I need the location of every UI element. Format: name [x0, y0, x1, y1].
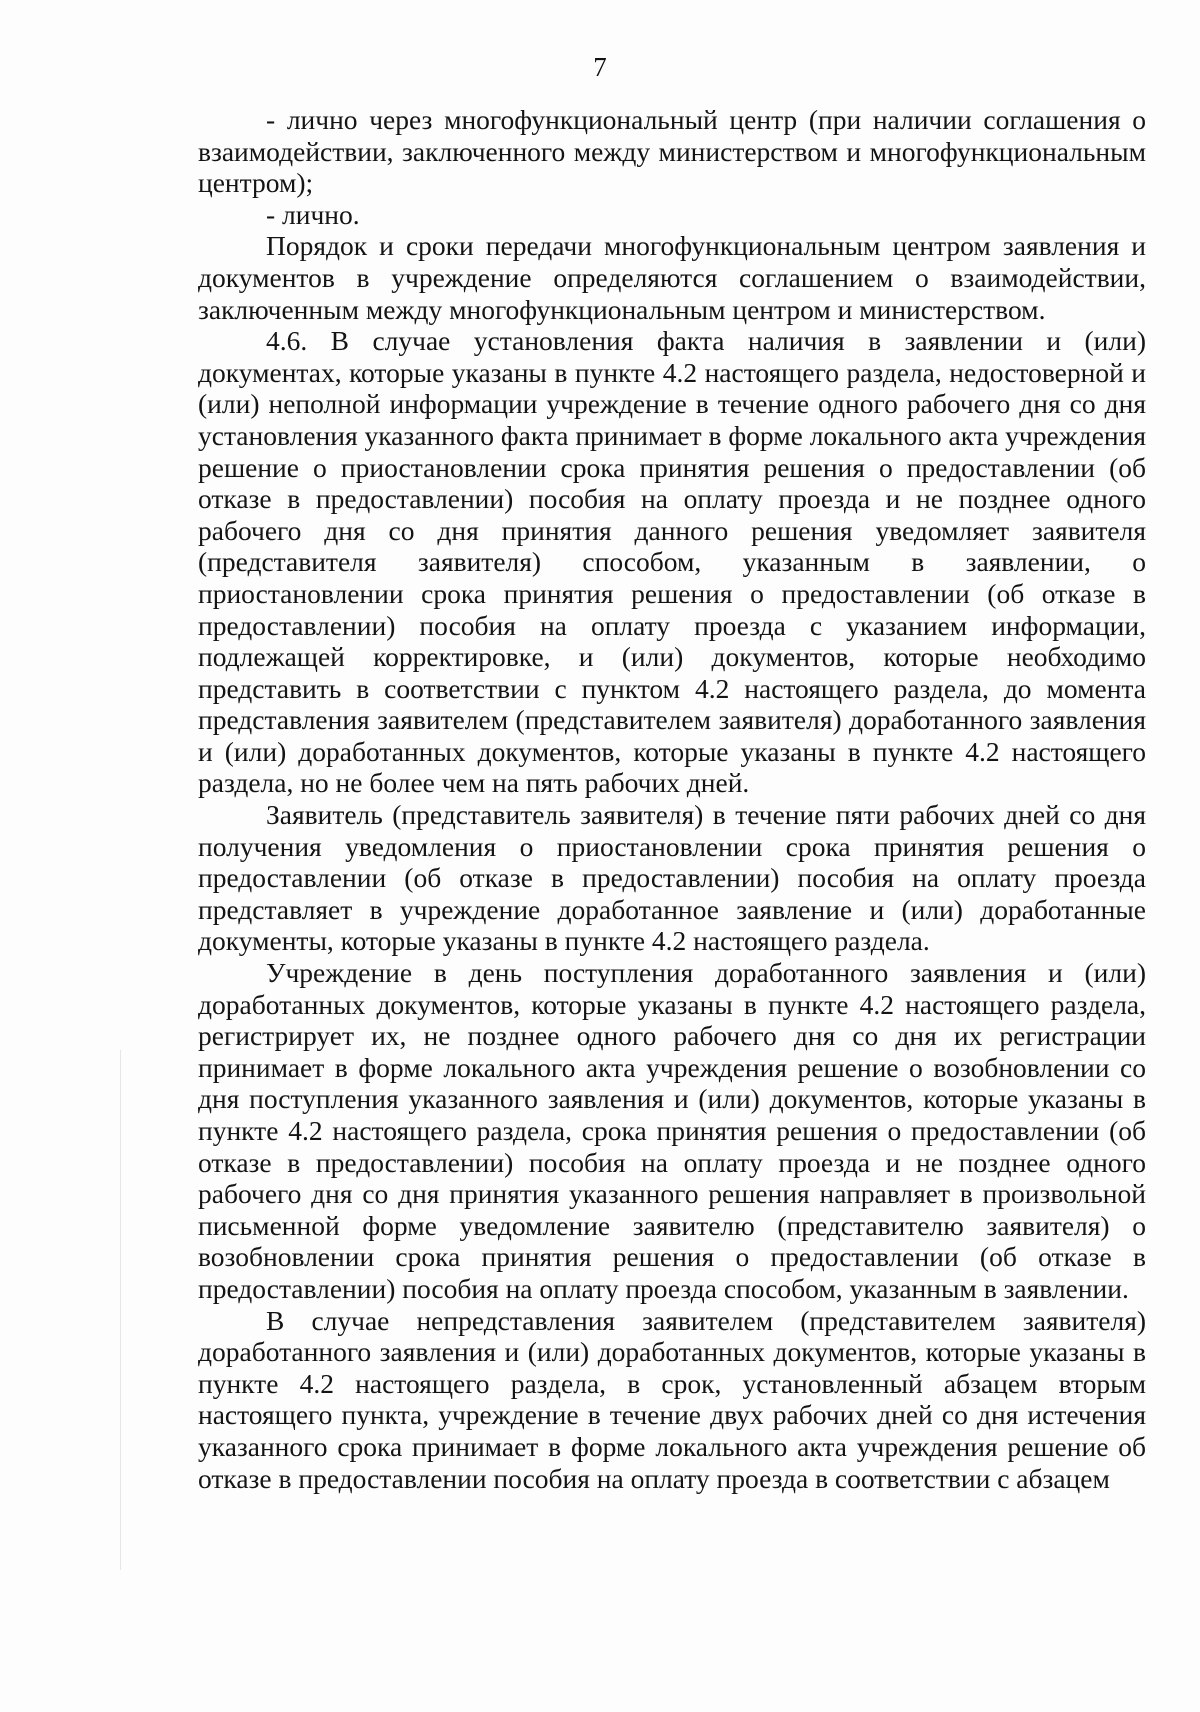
- paragraph-mfc-submission: - лично через многофункциональный центр (при наличии соглашения о взаимодействии, заключенного между министерством и многофункциональным центром);: [198, 104, 1146, 199]
- document-body: [198, 104, 1146, 1494]
- paragraph-applicant-submission: Заявитель (представитель заявителя) в течение пяти рабочих дней со дня получения уведомления о приостановлении срока принятия решения о предоставлении (об отказе в предоставлении) пособия на оплату проезда представляет в учреждение доработанное заявление и (или) доработанные документы, которые указаны в пункте 4.2 настоящего раздела.: [198, 799, 1146, 957]
- paragraph-transfer-procedure: Порядок и сроки передачи многофункциональным центром заявления и документов в учреждение определяются соглашением о взаимодействии, заключенным между многофункциональным центром и министерством.: [198, 230, 1146, 325]
- paragraph-non-submission: В случае непредставления заявителем (представителем заявителя) доработанного заявления и (или) доработанных документов, которые указаны в пункте 4.2 настоящего раздела, в срок, установленный абзацем вторым настоящего пункта, учреждение в течение двух рабочих дней со дня истечения указанного срока принимает в форме локального акта учреждения решение об отказе в предоставлении пособия на оплату проезда в соответствии с абзацем: [198, 1304, 1146, 1494]
- page-number: 7: [593, 52, 607, 82]
- paragraph-institution-resumption: Учреждение в день поступления доработанного заявления и (или) доработанных документов, которые указаны в пункте 4.2 настоящего раздела, регистрирует их, не позднее одного рабочего дня со дня их регистрации принимает в форме локального акта учреждения решение о возобновлении со дня поступления указанного заявления и (или) документов, которые указаны в пункте 4.2 настоящего раздела, срока принятия решения о предоставлении (об отказе в предоставлении) пособия на оплату проезда и не позднее одного рабочего дня со дня принятия указанного решения направляет в произвольной письменной форме уведомление заявителю (представителю заявителя) о возобновлении срока принятия решения о предоставлении (об отказе в предоставлении) пособия на оплату проезда способом, указанным в заявлении.: [198, 957, 1146, 1304]
- scan-margin-line: [120, 1050, 121, 1570]
- paragraph-in-person: - лично.: [266, 198, 360, 230]
- paragraph-4-6: 4.6. В случае установления факта наличия в заявлении и (или) документах, которые указаны в пункте 4.2 настоящего раздела, недостоверной и (или) неполной информации учреждение в течение одного рабочего дня со дня установления указанного факта принимает в форме локального акта учреждения решение о приостановлении срока принятия решения о предоставлении (об отказе в предоставлении) пособия на оплату проезда и не позднее одного рабочего дня со дня принятия данного решения уведомляет заявителя (представителя заявителя) способом, указанным в заявлении, о приостановлении срока принятия решения о предоставлении (об отказе в предоставлении) пособия на оплату проезда с указанием информации, подлежащей корректировке, и (или) документов, которые необходимо представить в соответствии с пунктом 4.2 настоящего раздела, до момента представления заявителем (представителем заявителя) доработанного заявления и (или) доработанных документов, которые указаны в пункте 4.2 настоящего раздела, но не более чем на пять рабочих дней.: [198, 325, 1146, 799]
